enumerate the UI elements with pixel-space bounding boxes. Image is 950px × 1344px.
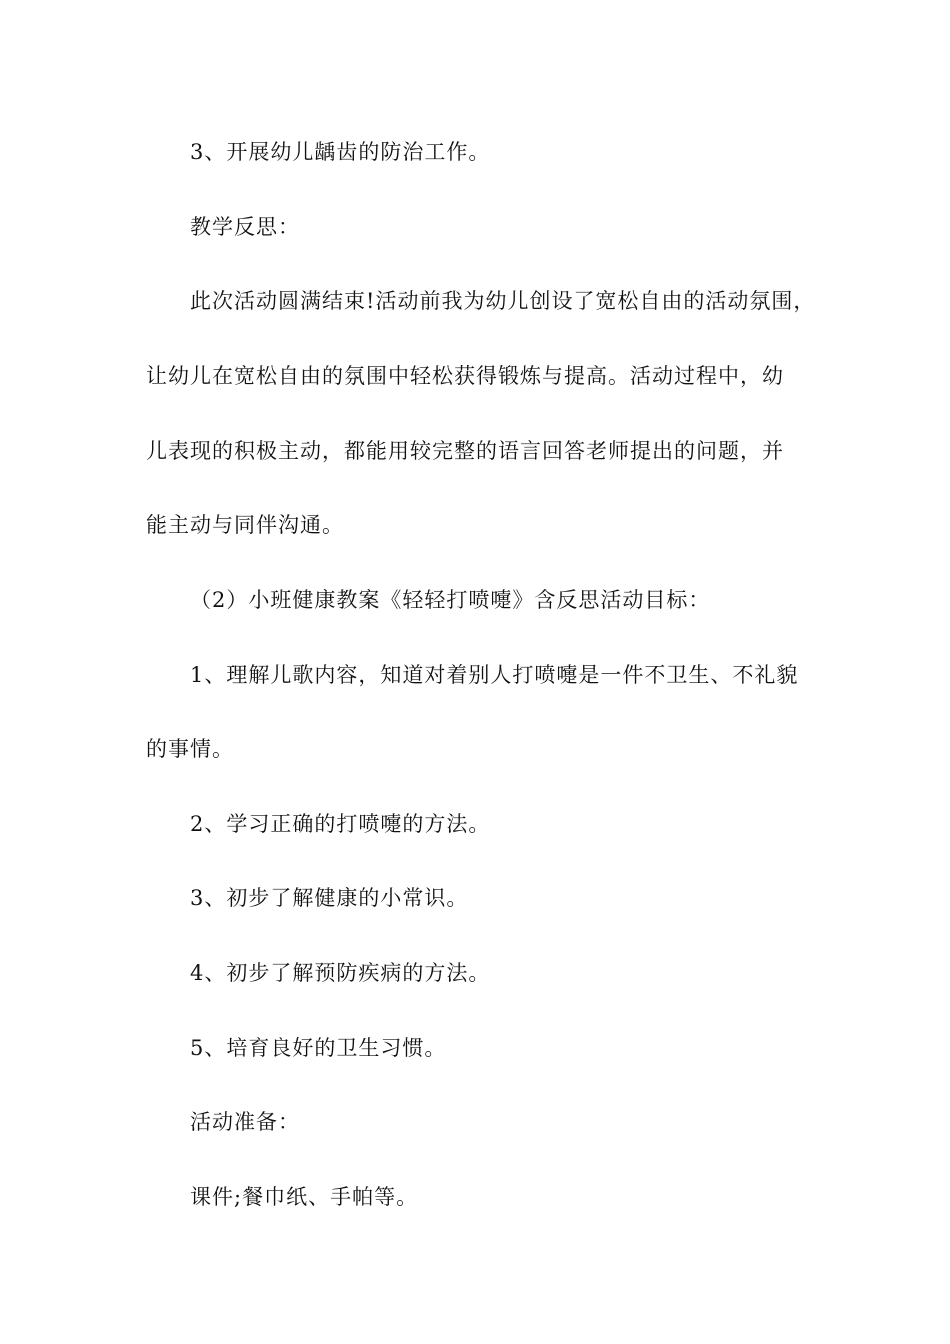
paragraph-line: 让幼儿在宽松自由的氛围中轻松获得锻炼与提高。活动过程中，幼 <box>146 364 784 388</box>
section-heading: 教学反思： <box>190 215 300 239</box>
paragraph-line: 此次活动圆满结束!活动前我为幼儿创设了宽松自由的活动氛围， <box>190 289 816 313</box>
section-heading: 活动准备： <box>190 1110 300 1134</box>
paragraph-line: 3、初步了解健康的小常识。 <box>190 886 469 910</box>
paragraph-line: 1、理解儿歌内容，知道对着别人打喷嚏是一件不卫生、不礼貌 <box>190 663 799 687</box>
paragraph-line: 的事情。 <box>146 737 234 761</box>
section-heading: （2）小班健康教案《轻轻打喷嚏》含反思活动目标： <box>190 588 711 612</box>
paragraph-line: 能主动与同伴沟通。 <box>146 513 344 537</box>
paragraph-line: 4、初步了解预防疾病的方法。 <box>190 961 491 985</box>
paragraph-line: 2、学习正确的打喷嚏的方法。 <box>190 812 491 836</box>
paragraph-line: 课件;餐巾纸、手帕等。 <box>190 1185 419 1209</box>
paragraph-line: 3、开展幼儿龋齿的防治工作。 <box>190 140 491 164</box>
paragraph-line: 5、培育良好的卫生习惯。 <box>190 1036 447 1060</box>
paragraph-line: 儿表现的积极主动，都能用较完整的语言回答老师提出的问题，并 <box>146 439 784 463</box>
